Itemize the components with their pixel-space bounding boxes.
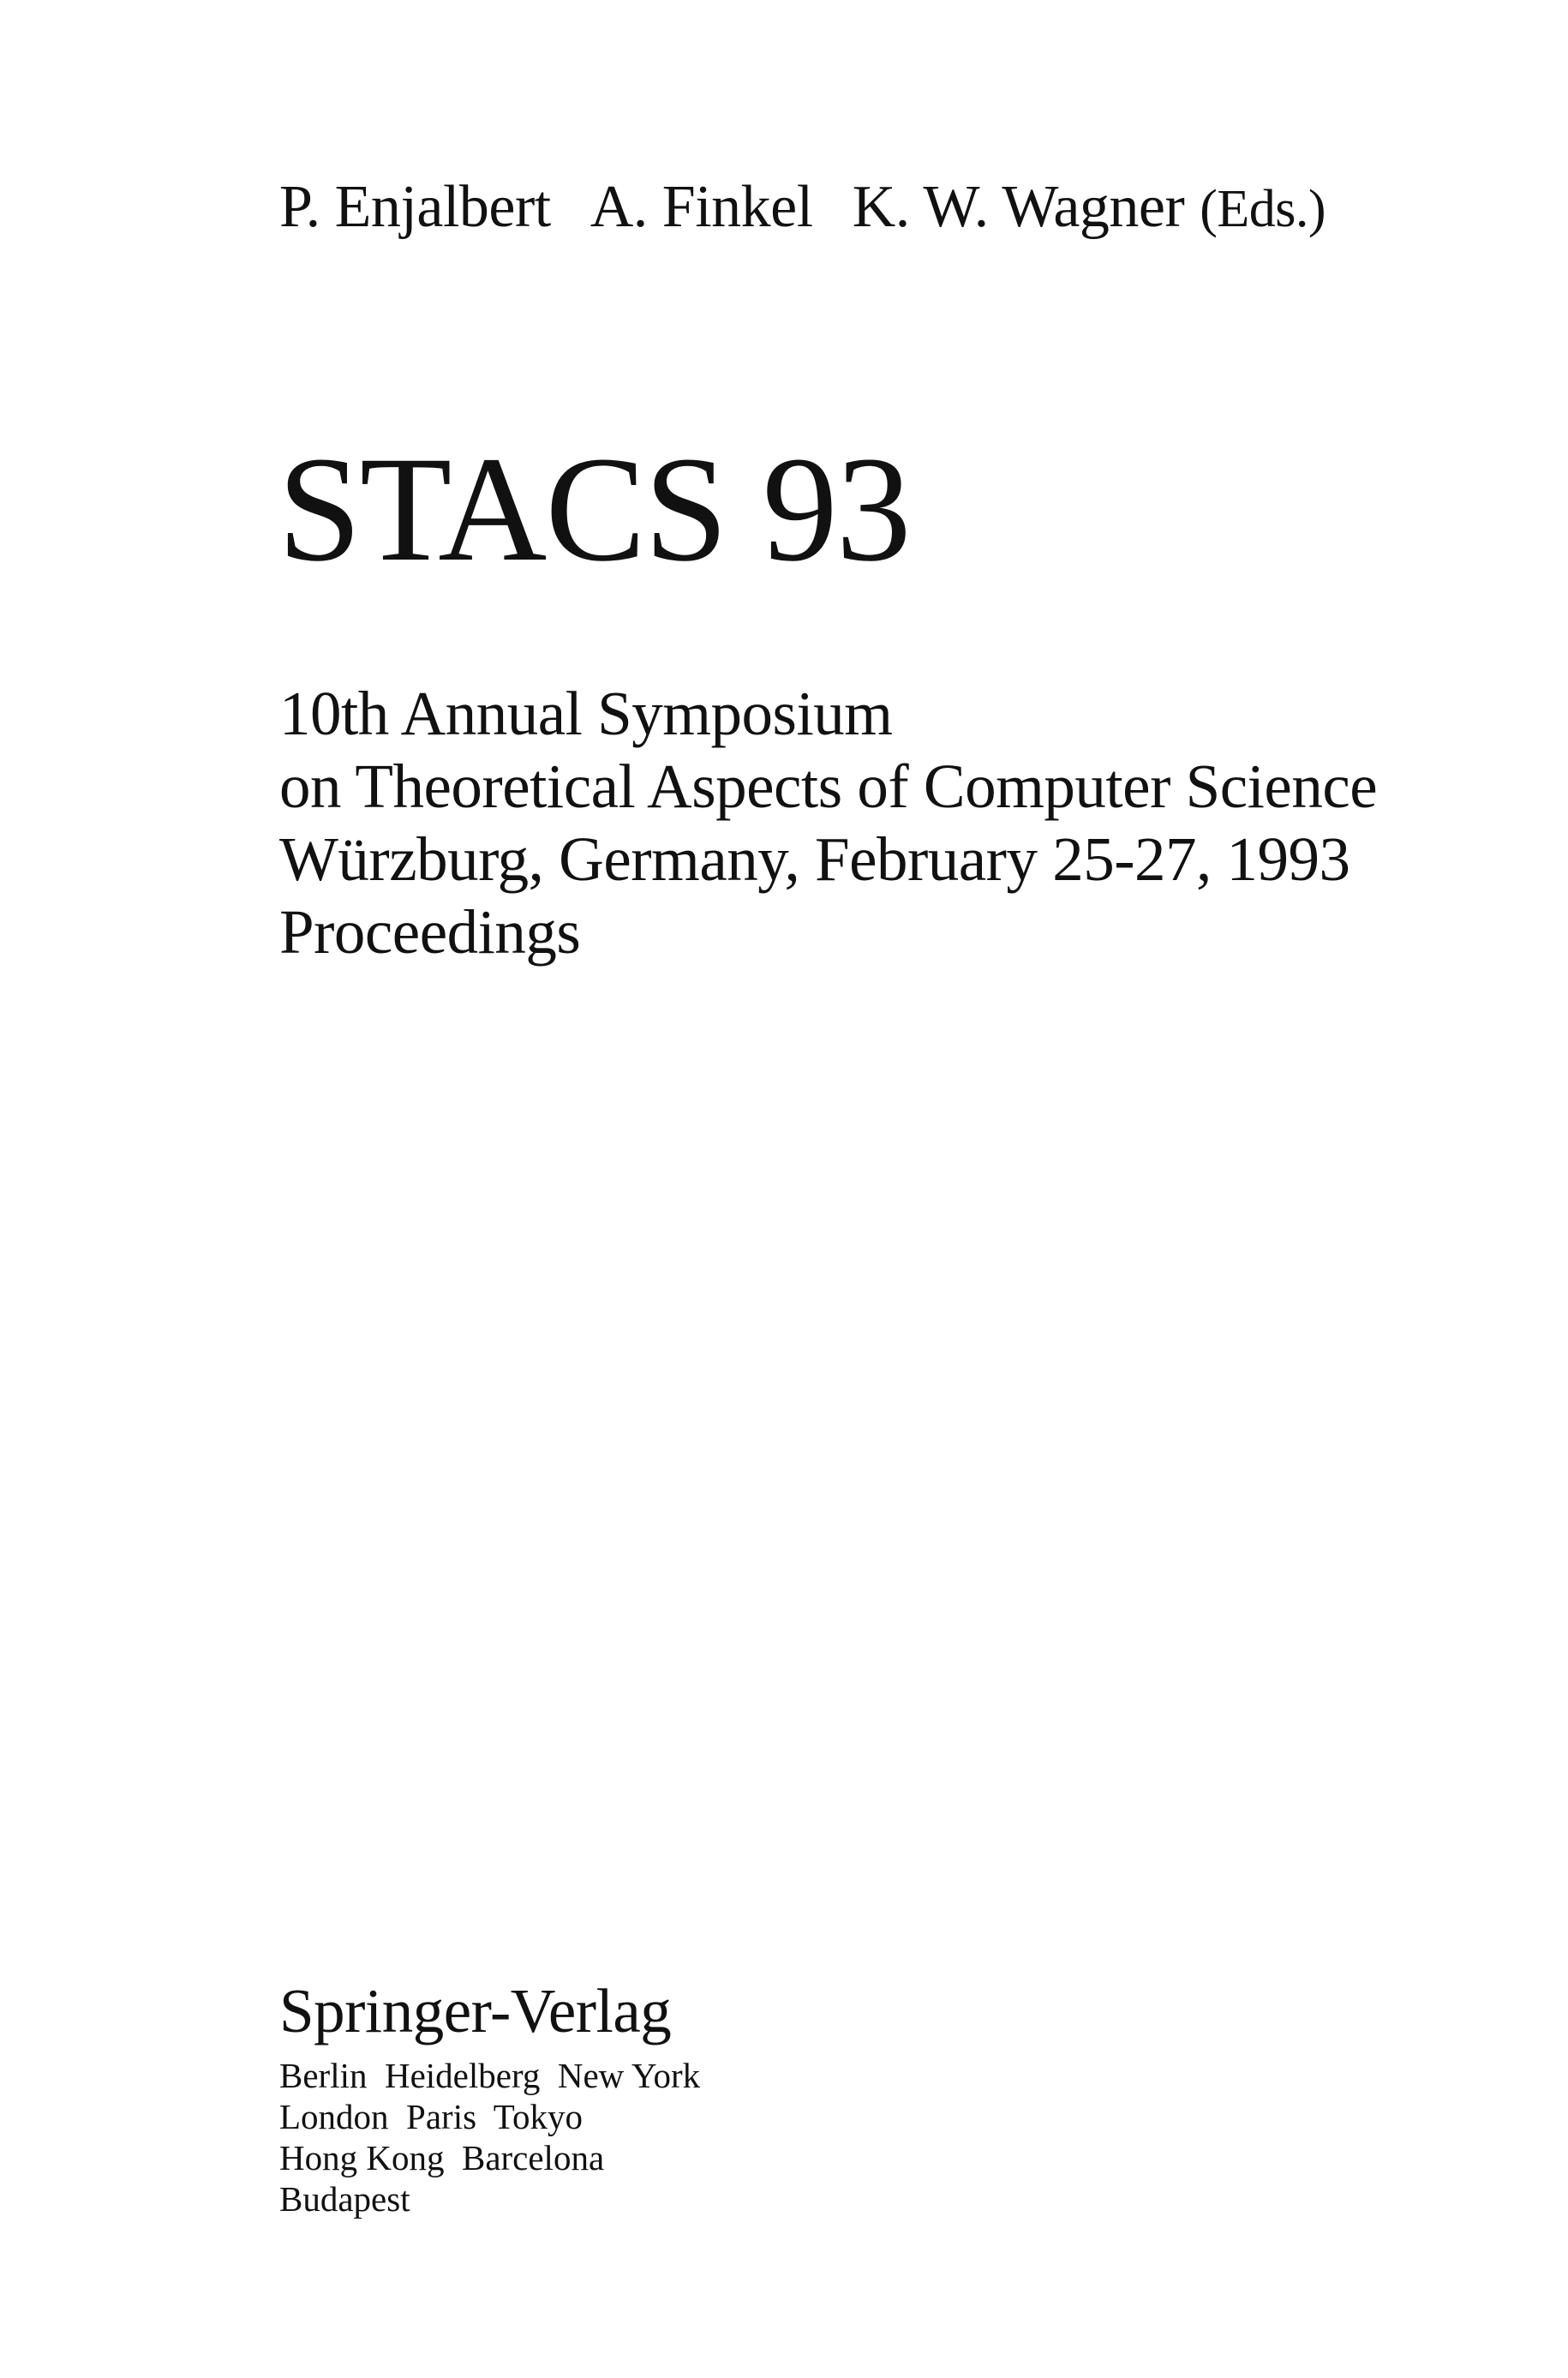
subtitle-line: 10th Annual Symposium bbox=[279, 679, 893, 748]
city-line: Hong Kong Barcelona bbox=[279, 2138, 605, 2177]
city-line: London Paris Tokyo bbox=[279, 2097, 583, 2136]
subtitle-line: on Theoretical Aspects of Computer Science bbox=[279, 752, 1378, 821]
city-line: Berlin Heidelberg New York bbox=[279, 2056, 701, 2095]
publisher-cities bbox=[279, 2055, 700, 2219]
city-line: Budapest bbox=[279, 2179, 410, 2219]
editor-name: A. Finkel bbox=[589, 174, 813, 240]
editors-line bbox=[279, 171, 1326, 245]
book-title: STACS 93 bbox=[278, 426, 910, 593]
editors-suffix: (Eds.) bbox=[1200, 180, 1326, 238]
subtitle-line: Würzburg, Germany, February 25-27, 1993 bbox=[279, 824, 1350, 894]
publisher-name: Springer-Verlag bbox=[279, 1976, 672, 2046]
subtitle-line: Proceedings bbox=[279, 897, 581, 967]
editor-name: K. W. Wagner bbox=[852, 174, 1185, 240]
book-subtitle bbox=[279, 677, 1377, 968]
editor-name: P. Enjalbert bbox=[279, 174, 551, 240]
